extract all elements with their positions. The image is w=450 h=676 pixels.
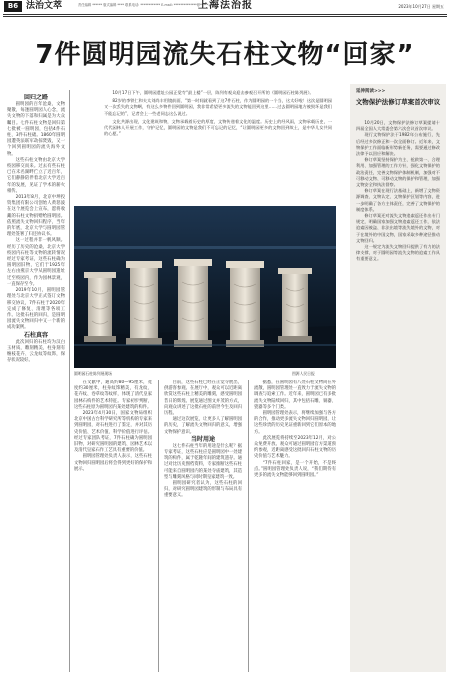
- article-headline: 7件圆明园流失石柱文物“回家”: [35, 40, 415, 70]
- column-divider: [69, 90, 70, 672]
- editor-info: 责任编辑 ****** 版式编辑 **** 联系电话: ************ E-mail: **************@*****.com: [78, 3, 217, 7]
- paragraph: 据悉，在圆明园有八处石柱文物尚在外流散，圆明园管理处一直致力于流失文物的调查与追索工作。近年来，圆明园已有多批流失文物陆续回归，其中包括石雕、铜器、瓷器等多个门类。: [254, 380, 336, 410]
- paragraph: 这七件石柱当年的用途是什么呢？据专家考证，这些石柱应是圆明园中一处建筑的构件，属于乾隆年间的建筑遗存。通过对比历史图档资料，专家推断这些石柱可能来自圆明园内的某处寺庙建筑，其造型与雕刻风格与同时期皇家建筑一致。: [164, 443, 242, 480]
- section-name: 法治文萃: [26, 1, 63, 11]
- subhead-column-appearance: 石柱真容: [23, 331, 48, 339]
- article-lead: [104, 90, 332, 195]
- paragraph: 在文献中，通高约80—95厘米，宽度约30厘米，柱身纹饰精美，有龙纹、花卉纹、卷草纹等纹样，体现了清代皇家园林石构件的艺术特征。专家初步判断，这些石柱原为圆明园内某处建筑的构件。: [74, 380, 152, 410]
- paragraph: 10月20日，文物保护法修订草案提请十四届全国人大常委会第六次会议首次审议。: [356, 120, 440, 132]
- paragraph: 2013年8月，北京中坤投资集团有限公司创始人黄怒波在这个展览会上宣布，愿将收藏的石柱文物捐赠给圆明园。依照流失文物回归程序，当年的年底，北京大学与圆明园管理处签署了归还协议书。: [7, 195, 65, 238]
- paragraph: 圆明园的百年沧桑，文物聚散，每逢圆明园人心念，流失文物的下落和归属是为大众瞩目。七件石柱文物是回归第七批被一圆明园，包括4件石柱、3件石柱础。1860年圆明园遭英法联军劫掠焚毁，又一个回到圆明园的流失海外文物。: [7, 102, 65, 157]
- header-rule: [3, 14, 447, 15]
- page-number-badge: B6: [4, 1, 22, 12]
- photo-caption: 圆明园石柱陈列展现场: [74, 371, 112, 376]
- paragraph: 2019年10月，圆明园管理处与北京大学正式签订文物移交协议，7件石柱于2020年完成了修复、清理等各项工作。这批石柱的回归，是圆明园流失文物回归中又一个新的成功案例。: [7, 288, 65, 331]
- issue-date: 2023年10月27日 星期五: [398, 4, 444, 9]
- column-divider: [158, 380, 159, 672]
- column-2: [74, 380, 152, 672]
- column-3: [164, 380, 242, 672]
- paragraph: 目前，这些石柱已经在正觉寺展出，供游客参观。在展厅中，观众可以近距离欣赏这些石柱上精美的雕刻，感受圆明园昔日的辉煌。展览通过图文并茂的方式，向观众讲述了这批石柱的前世今生及回归历程。: [164, 380, 242, 417]
- paragraph: 修订草案在现行法基础上，新增了文物资源调查、文物认定、文物保护区划等内容，进一步明确了各方主体责任，完善了文物保护的制度体系。: [356, 188, 440, 212]
- page-header: [0, 0, 450, 14]
- sidebar-tag: 延伸阅读>>>: [356, 89, 386, 94]
- lead-paragraph: 10月17日下午，圆明园遗址公园正觉寺“最上楼”一层，陈列有观众迎击参观召开所的《圆明园石柱陈列展》。: [112, 90, 314, 95]
- header-rule-thin: [3, 16, 447, 17]
- lead-paragraph: 82岁的李铁仁和夫太刘尚丰用镜前面，“第一时间就看到了这7件石柱，作为圆明园的一个当，这太好啦！这次是圆明园又一次丢失的文物啊，有这么多物件回到圆明园，我非常希望更多流失的文物能回到这里……过去圆明园地方被毁坏是我们不能忘记的”，记者会上一些老同志这么说过。: [104, 98, 332, 116]
- subhead-return-path: 回归之路: [23, 94, 48, 101]
- photo-credit: 图源人民日报: [292, 371, 315, 376]
- subhead-original-use: 当时用途: [190, 435, 215, 443]
- exhibition-photo: [74, 206, 336, 368]
- paragraph: 通过这次展览，让更多人了解圆明园的历史，了解流失文物回归的意义，增强文物保护意识。: [164, 417, 242, 435]
- paragraph: 这一过程并非一帆风顺。经历了历史的沧桑，北京大学校园内石柱等文物的流转情况经过专家考证，这些石柱确为圆明园旧物，它们于1925年左右由燕京大学从圆明园遗址迁至校园内，作为园林景观，一直保存至今。: [7, 238, 65, 287]
- column-4: [254, 380, 336, 672]
- paragraph: 圆明园管理处表示，将继续加强与各方的合作，推动更多流失文物回归圆明园，让这些珍贵的历史见证重新回到它们原本的地方。: [254, 411, 336, 435]
- paragraph: 此次回归的石柱均为汉白玉材质，雕刻精美，柱身刻有缠枝花卉、云龙纹等纹饰，保存状况较好。: [7, 339, 65, 364]
- sidebar-related-reading: [350, 84, 446, 672]
- paragraph: 这些石柱文物由北京大学校园移交而来。过去有些石柱已在未名湖畔伫立了近百年，它们静静陪伴着北京大学近百年的发展，见证了学术的薪火相传。: [7, 157, 65, 194]
- sidebar-headline: 文物保护法修订草案首次审议: [355, 98, 441, 106]
- lead-paragraph: 文化共源出现，文化建筑和物，文物承载着历史的厚度，文物传递着文化的温度。历史上的经风雨，文物承载历史，一代代园林人开展工作，守护记忆，圆明园的文物是我们不可忘记的记忆，“让圆明园更多的文物回到故土，是中华儿女共同的心愿。”: [104, 118, 332, 137]
- sidebar-body: [356, 120, 440, 668]
- paragraph: “7件石柱回家，是一个开始，不是终点。”圆明园管理处负责人说，“我们期待有更多的流失文物能够回到圆明园。”: [254, 460, 336, 479]
- paragraph: 修订草案坚持保护为主、抢救第一、合理利用、加强管理的工作方针，强化文物保护的政治责任，完善文物保护体制机制，加强对不可移动文物、可移动文物的保护和管理，加强文物安全和执法督察。: [356, 157, 440, 188]
- paragraph: 修订草案还对流失文物追索返还作出专门规定，明确国家加强文物追索返还工作，依法追索因被盗、非法出境等流失境外的文物，对于在境外的中国文物，国家采取多种途径推动文物回归。: [356, 213, 440, 243]
- newspaper-masthead: 上海法治报: [198, 0, 253, 11]
- paragraph: 此次展览将持续至2023年12月，对公众免费开放。观众可通过圆明园官方渠道预约参观，近距离感受这批回归石柱文物的历史价值与艺术魅力。: [254, 435, 336, 460]
- paragraph: 2023年4月30日，国家文物局组织北京中国古台科学研究所等机构的专家来到圆明园，对石柱进行了鉴定，并对其历史价值、艺术价值、科学价值进行评估。经过专家团队考证，7件石柱确为圆明园旧物，对研究圆明园的建筑、园林艺术以及清代皇家石作工艺具有重要的价值。: [74, 411, 152, 454]
- paragraph: 这一规定为流失文物回归提供了有力的法律支撑，对于圆明园等流失文物的追索工作具有重要意义。: [356, 244, 440, 262]
- exhibition-photo-image: [74, 206, 336, 368]
- paragraph: 圆明园研究者认为，这些石柱的回归，对研究圆明园建筑的形制与布局具有重要意义。: [164, 481, 242, 499]
- column-divider: [248, 380, 249, 672]
- column-1: [7, 94, 65, 672]
- paragraph: 现行文物保护法于1982年公布施行，先后经过多次修正和一次全面修订。近年来，文物保护工作面临新形势新任务，需要通过修改法律予以回应和解决。: [356, 132, 440, 157]
- paragraph: 圆明园管理处负责人表示，这些石柱文物回归圆明园后将会得到更好的保护和展示。: [74, 454, 152, 472]
